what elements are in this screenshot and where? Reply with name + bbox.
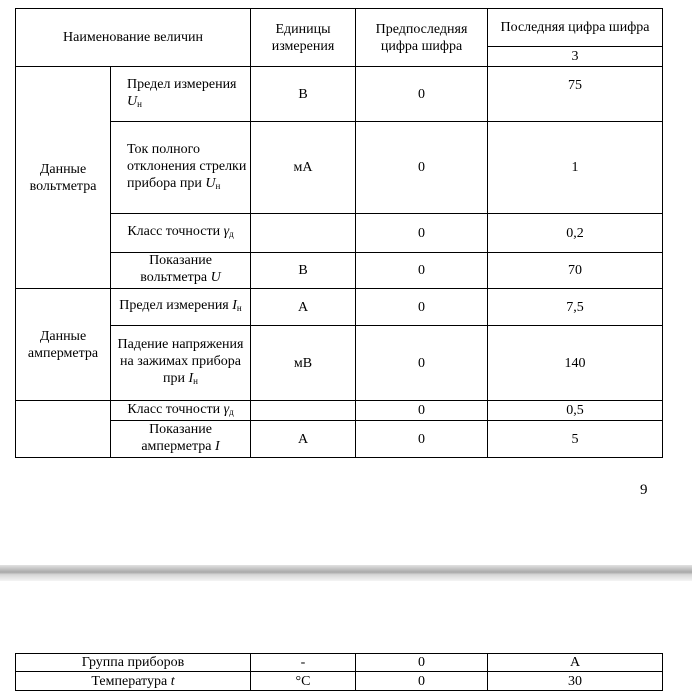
table-cell-last: 0,5: [487, 400, 663, 421]
table-row-label: [110, 252, 251, 289]
label-variable: U: [205, 175, 216, 191]
label-variable: t: [170, 673, 175, 689]
table-cell-last: 0,2: [487, 213, 663, 253]
label-text: Предел измерения: [119, 298, 233, 313]
table-row-label: [110, 213, 251, 253]
page-number: 9: [640, 482, 648, 498]
label-text: Класс точности: [127, 224, 224, 239]
label-text: Температура: [91, 673, 171, 689]
label-variable: I: [188, 371, 194, 386]
header-last-digit-value: 3: [487, 46, 663, 67]
label-subscript: д: [229, 229, 234, 239]
table-cell-unit: В: [250, 252, 356, 289]
label-subscript: н: [215, 180, 221, 191]
table-cell-unit: [250, 400, 356, 421]
label-variable: U: [127, 93, 138, 109]
table-cell-unit: -: [250, 653, 356, 672]
label-text: Предел измерения: [127, 76, 237, 92]
table-cell-prev: 0: [355, 653, 488, 672]
table-cell-prev: 0: [355, 400, 488, 421]
table-cell-unit: [250, 213, 356, 253]
table-row-label: [110, 325, 251, 401]
table-cell-prev: 0: [355, 288, 488, 326]
table-cell-last: А: [487, 653, 663, 672]
group-voltmeter: Данные вольтметра: [15, 66, 111, 289]
table-cell-prev: 0: [355, 121, 488, 214]
table-cell-prev: 0: [355, 420, 488, 458]
page-separator: [0, 565, 692, 581]
label-subscript: н: [137, 98, 142, 109]
label-variable: γ: [223, 224, 230, 239]
table-cell-last: 75: [487, 66, 663, 122]
header-units: Единицы измерения: [250, 8, 356, 67]
label-subscript: н: [236, 303, 242, 313]
label-variable: U: [210, 270, 221, 285]
label-variable: I: [214, 438, 220, 454]
table-cell-last: 1: [487, 121, 663, 214]
label-text: Группа приборов: [81, 655, 185, 670]
table-cell-unit: А: [250, 420, 356, 458]
table-cell-unit: мВ: [250, 325, 356, 401]
table-cell-last: 30: [487, 671, 663, 691]
table-cell-unit: В: [250, 66, 356, 122]
table-row-label: [110, 420, 251, 458]
table-cell-unit: °С: [250, 671, 356, 691]
table-cell-prev: 0: [355, 671, 488, 691]
table-row-label: [110, 66, 251, 122]
table-cell-last: 5: [487, 420, 663, 458]
table-cell-last: 140: [487, 325, 663, 401]
table-cell-prev: 0: [355, 213, 488, 253]
table-cell-prev: 0: [355, 325, 488, 401]
table-cell-last: 7,5: [487, 288, 663, 326]
table-cell-last: 70: [487, 252, 663, 289]
label-text: Ток полного отклонения стрелки прибора при: [127, 141, 247, 191]
header-last-digit: Последняя цифра шифра: [487, 8, 663, 47]
table-cell-prev: 0: [355, 252, 488, 289]
label-text: Показание вольтметра: [140, 253, 212, 285]
header-name: Наименование величин: [15, 8, 251, 67]
label-text: Показание амперметра: [141, 421, 215, 454]
table-cell-prev: 0: [355, 66, 488, 122]
table-row-label: [15, 653, 251, 672]
table-row-label: [110, 121, 251, 214]
table-row-label: [15, 671, 251, 691]
label-text: Класс точности: [127, 401, 224, 417]
label-variable: γ: [223, 401, 230, 417]
label-subscript: д: [229, 406, 234, 417]
table-row-label: [110, 400, 251, 421]
group-ammeter: Данные амперметра: [15, 288, 111, 401]
table-cell-unit: А: [250, 288, 356, 326]
label-text: Падение напряжения на зажимах прибора при: [117, 337, 244, 386]
header-prev-digit: Предпоследняя цифра шифра: [355, 8, 488, 67]
group-blank: [15, 400, 111, 458]
table-cell-unit: мА: [250, 121, 356, 214]
label-subscript: н: [193, 376, 198, 386]
label-variable: I: [232, 298, 237, 313]
table-row-label: [110, 288, 251, 326]
